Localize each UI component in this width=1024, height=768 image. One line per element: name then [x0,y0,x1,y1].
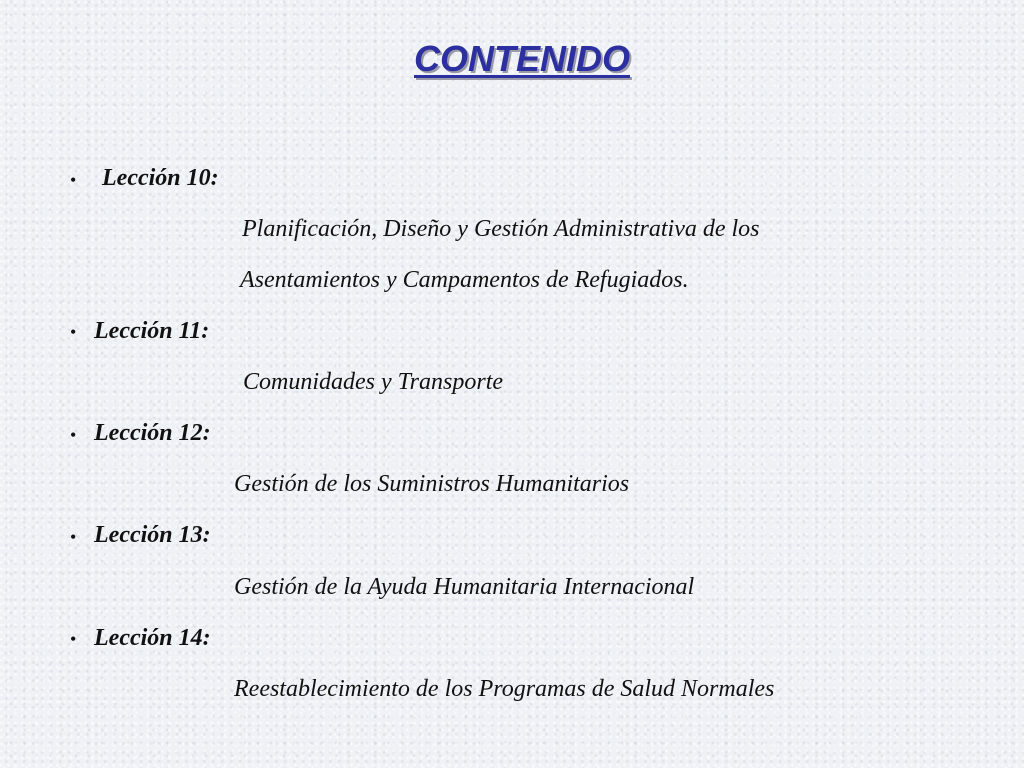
lesson-description-14: Reestablecimiento de los Programas de Salud Normales [234,676,775,702]
bullet-icon: • [70,527,77,547]
bullet-icon: • [70,322,77,342]
lesson-label-12: Lección 12: [94,420,211,446]
lesson-description-10-line-1: Planificación, Diseño y Gestión Administrativa de los [242,216,760,242]
lesson-label-14: Lección 14: [94,625,211,651]
bullet-icon: • [70,425,77,445]
bullet-icon: • [70,170,77,190]
lesson-description-13: Gestión de la Ayuda Humanitaria Internacional [234,574,695,600]
lesson-label-11: Lección 11: [94,318,210,344]
lesson-label-10: Lección 10: [102,165,219,191]
lesson-description-10-line-2: Asentamientos y Campamentos de Refugiados. [240,267,689,293]
lesson-description-12: Gestión de los Suministros Humanitarios [234,471,630,497]
bullet-icon: • [70,629,77,649]
lesson-label-13: Lección 13: [94,522,211,548]
slide-title: CONTENIDO [414,38,630,79]
lesson-description-11: Comunidades y Transporte [243,369,504,395]
